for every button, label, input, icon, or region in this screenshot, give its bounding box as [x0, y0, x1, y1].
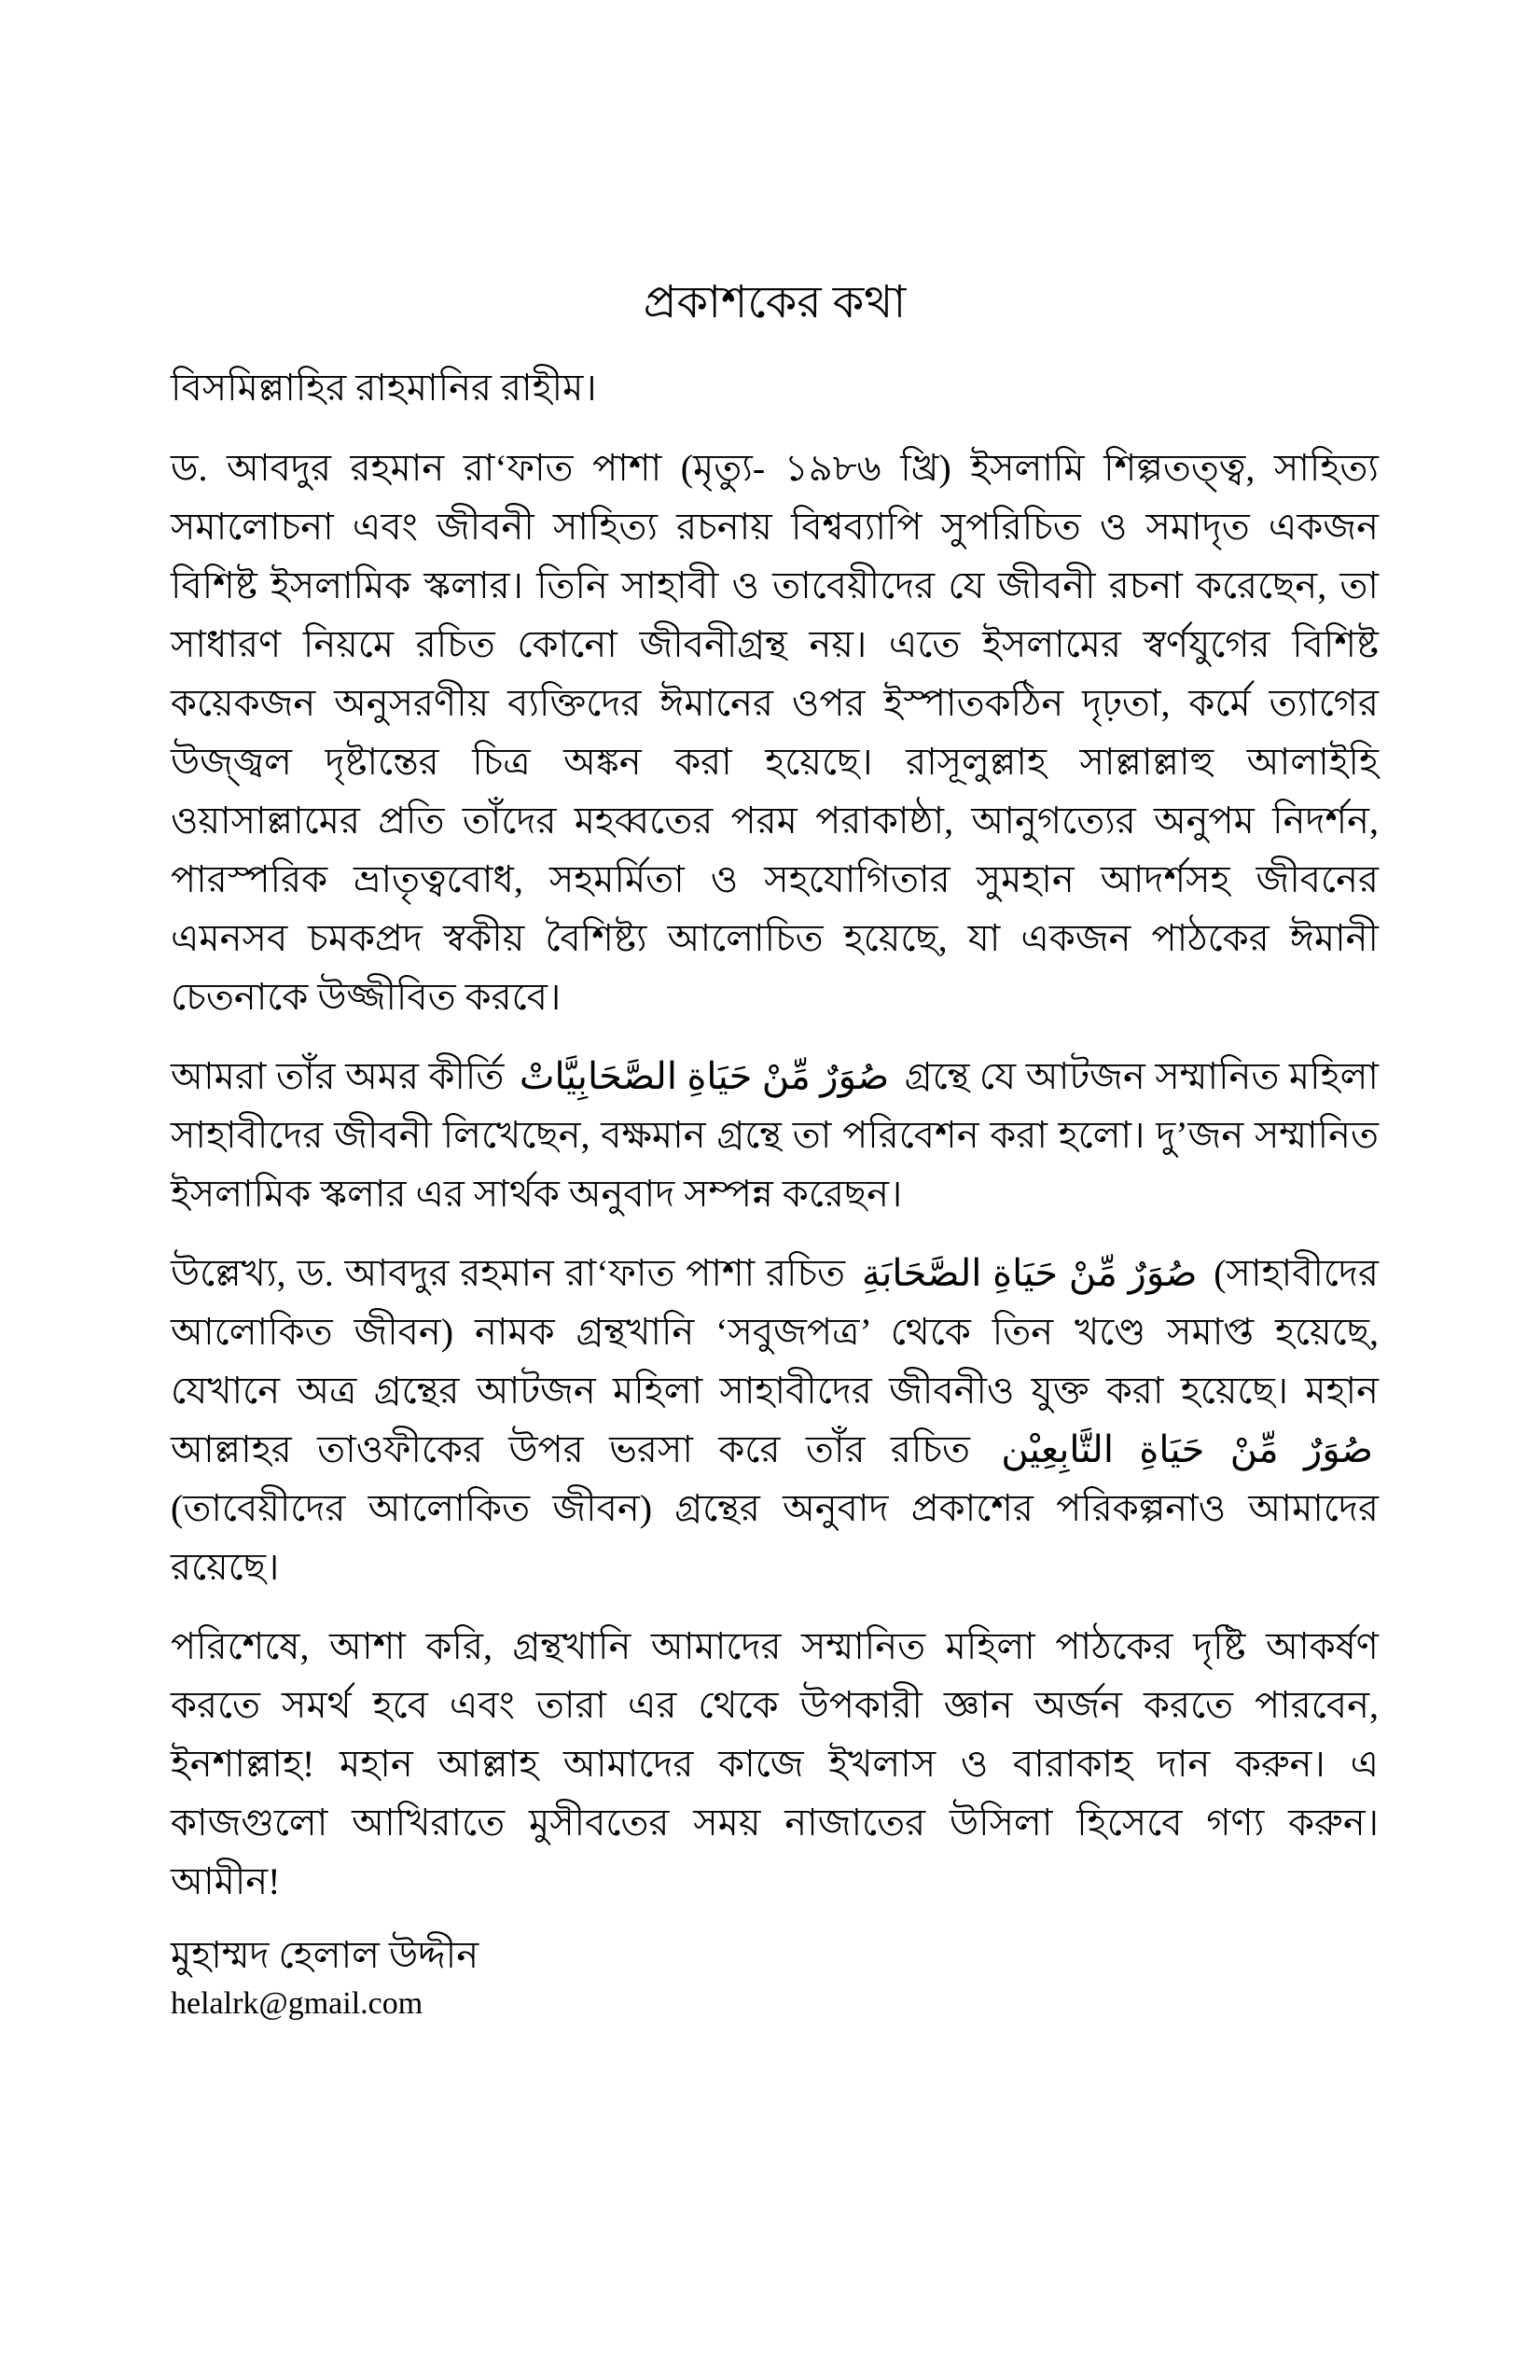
arabic-book-title-sahabah: صُوَرٌ مِّنْ حَيَاةِ الصَّحَابَةِ	[861, 1251, 1198, 1294]
paragraph-publication-note	[171, 1244, 1379, 1596]
bengali-text-segment: পরিশেষে, আশা করি, গ্রন্থখানি আমাদের সম্মানিত মহিলা পাঠকের দৃষ্টি আকর্ষণ করতে সমর্থ হবে এবং তারা এর থেকে উপকারী জ্ঞান অর্জন করতে পারবেন, ইনশাল্লাহ! মহান আল্লাহ আমাদের কাজে ইখলাস ও বারাকাহ দান করুন। এ কাজগুলো আখিরাতে মুসীবতের সময় নাজাতের উসিলা হিসেবে গণ্য করুন। আমীন!	[171, 1624, 1379, 1902]
publisher-email: helalrk@gmail.com	[171, 1985, 423, 2021]
paragraph-book-contents	[171, 1047, 1379, 1223]
bengali-text-segment: আমরা তাঁর অমর কীর্তি	[171, 1054, 514, 1097]
bengali-text-segment: (সাহাবীদের আলোকিত জীবন) নামক গ্রন্থখানি ‘সবুজপত্র’ থেকে তিন খণ্ডে সমাপ্ত হয়েছে, যেখানে অত্র গ্রন্থের আটজন মহিলা সাহাবীদের জীবনীও যুক্ত করা হয়েছে। মহান আল্লাহর তাওফীকের উপর ভরসা করে তাঁর রচিত	[171, 1251, 1379, 1470]
bengali-text-segment: গ্রন্থে যে আটজন সম্মানিত মহিলা সাহাবীদের জীবনী লিখেছেন, বক্ষমান গ্রন্থে তা পরিবেশন করা হলো। দু’জন সম্মানিত ইসলামিক স্কলার এর সার্থক অনুবাদ সম্পন্ন করেছন।	[171, 1054, 1379, 1215]
page-title: প্রকাশকের কথা	[643, 278, 907, 327]
page-content	[171, 276, 1379, 2025]
bengali-text-segment: (তাবেয়ীদের আলোকিত জীবন) গ্রন্থের অনুবাদ প্রকাশের পরিকল্পনাও আমাদের রয়েছে।	[171, 1486, 1379, 1588]
paragraph-closing-dua	[171, 1617, 1379, 1911]
bengali-text-segment: উল্লেখ্য, ড. আবদুর রহমান রা‘ফাত পাশা রচিত	[171, 1251, 856, 1294]
arabic-book-title-sahabiyyat: صُوَرٌ مِّنْ حَيَاةِ الصَّحَابِيَّاتْ	[519, 1054, 890, 1097]
publisher-name: মুহাম্মদ হেলাল উদ্দীন	[171, 1933, 479, 1976]
signature-block	[171, 1931, 1379, 2025]
arabic-book-title-tabiin: صُوَرٌ مِّنْ حَيَاةِ التَّابِعِيْن	[1001, 1427, 1373, 1470]
paragraph-author-intro	[171, 438, 1379, 1026]
bengali-text-segment: ড. আবদুর রহমান রা‘ফাত পাশা (মৃত্যু- ১৯৮৬ খ্রি) ইসলামি শিল্পতত্ত্ব, সাহিত্য সমালোচনা এবং জীবনী সাহিত্য রচনায় বিশ্বব্যাপি সুপরিচিত ও সমাদৃত একজন বিশিষ্ট ইসলামিক স্কলার। তিনি সাহাবী ও তাবেয়ীদের যে জীবনী রচনা করেছেন, তা সাধারণ নিয়মে রচিত কোনো জীবনীগ্রন্থ নয়। এতে ইসলামের স্বর্ণযুগের বিশিষ্ট কয়েকজন অনুসরণীয় ব্যক্তিদের ঈমানের ওপর ইস্পাতকঠিন দৃঢ়তা, কর্মে ত্যাগের উজ্জ্বল দৃষ্টান্তের চিত্র অঙ্কন করা হয়েছে। রাসূলুল্লাহ সাল্লাল্লাহু আলাইহি ওয়াসাল্লামের প্রতি তাঁদের মহব্বতের পরম পরাকাষ্ঠা, আনুগত্যের অনুপম নিদর্শন, পারস্পরিক ভ্রাতৃত্ববোধ, সহমর্মিতা ও সহযোগিতার সুমহান আদর্শসহ জীবনের এমনসব চমকপ্রদ স্বকীয় বৈশিষ্ট্য আলোচিত হয়েছে, যা একজন পাঠকের ঈমানী চেতনাকে উজ্জীবিত করবে।	[171, 446, 1379, 1018]
bismillah-line: বিসমিল্লাহির রাহমানির রাহীম।	[171, 366, 597, 409]
